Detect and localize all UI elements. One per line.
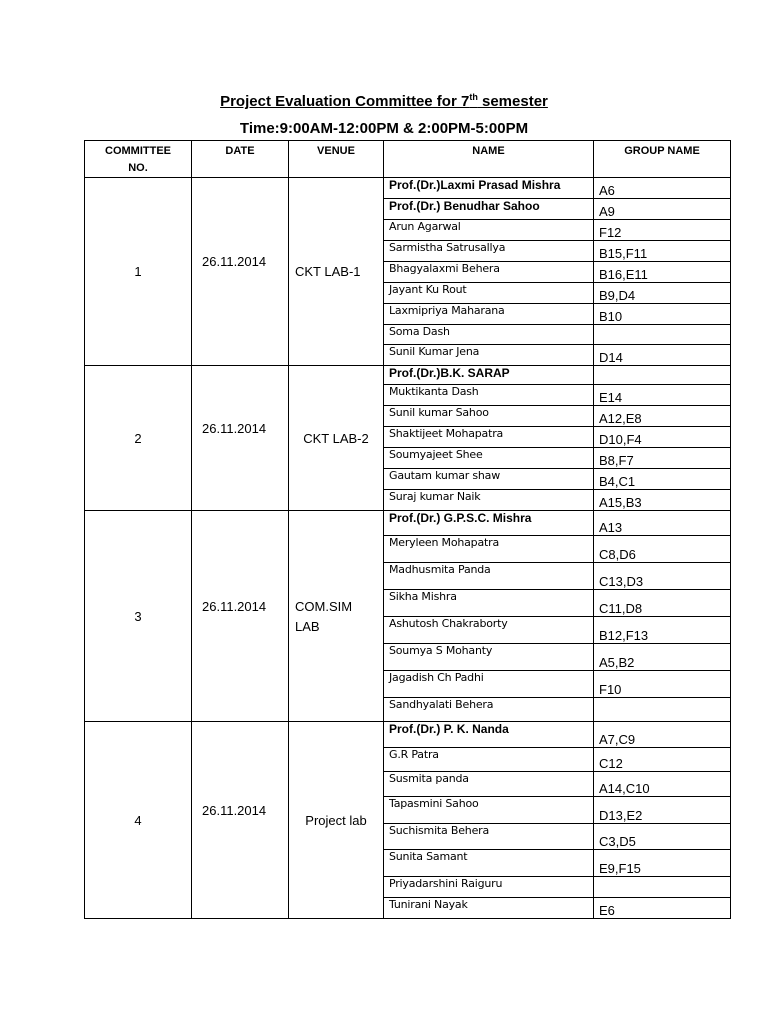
committee-date-text: 26.11.2014 [202, 254, 267, 269]
page-title [0, 92, 768, 110]
committee-date-text: 26.11.2014 [202, 802, 267, 818]
member-name: Sandhyalati Behera [384, 698, 594, 722]
header-group: GROUP NAME [594, 141, 731, 178]
member-group: F12 [594, 220, 731, 241]
member-group: B8,F7 [594, 448, 731, 469]
member-group: C8,D6 [594, 536, 731, 563]
committee-number: 3 [85, 511, 192, 722]
member-group: C12 [594, 748, 731, 772]
member-group: A6 [594, 178, 731, 199]
committee-number: 1 [85, 178, 192, 366]
member-name: Sarmistha Satrusallya [384, 241, 594, 262]
venue-line: CKT LAB-2 [303, 430, 369, 446]
committee-date-text: 26.11.2014 [202, 598, 267, 614]
member-group: A12,E8 [594, 406, 731, 427]
header-date: DATE [192, 141, 289, 178]
member-group: B10 [594, 304, 731, 325]
member-name: Prof.(Dr.) P. K. Nanda [384, 722, 594, 748]
member-name: Ashutosh Chakraborty [384, 617, 594, 644]
member-name: Prof.(Dr.) G.P.S.C. Mishra [384, 511, 594, 536]
member-name: Suraj kumar Naik [384, 490, 594, 511]
member-name: G.R Patra [384, 748, 594, 772]
member-name: Prof.(Dr.)Laxmi Prasad Mishra [384, 178, 594, 199]
member-group: D13,E2 [594, 797, 731, 824]
member-group: F10 [594, 671, 731, 698]
member-group: D10,F4 [594, 427, 731, 448]
committee-date [192, 178, 289, 366]
member-group: A7,C9 [594, 722, 731, 748]
member-name: Soma Dash [384, 325, 594, 345]
member-name: Jagadish Ch Padhi [384, 671, 594, 698]
member-group [594, 877, 731, 898]
committee-venue [289, 722, 384, 919]
member-name: Bhagyalaxmi Behera [384, 262, 594, 283]
member-name: Suchismita Behera [384, 824, 594, 850]
member-group [594, 366, 731, 385]
member-name: Arun Agarwal [384, 220, 594, 241]
member-name: Sunita Samant [384, 850, 594, 877]
venue-line: LAB [295, 618, 320, 634]
member-name: Meryleen Mohapatra [384, 536, 594, 563]
member-name: Soumyajeet Shee [384, 448, 594, 469]
member-group: B9,D4 [594, 283, 731, 304]
member-name: Sikha Mishra [384, 590, 594, 617]
table-row [85, 178, 731, 199]
member-group [594, 698, 731, 722]
member-group [594, 325, 731, 345]
member-name: Jayant Ku Rout [384, 283, 594, 304]
member-name: Laxmipriya Maharana [384, 304, 594, 325]
member-group: C13,D3 [594, 563, 731, 590]
committee-date [192, 722, 289, 919]
table-row [85, 511, 731, 536]
header-name: NAME [384, 141, 594, 178]
page-subtitle: Time:9:00AM-12:00PM & 2:00PM-5:00PM [239, 120, 529, 137]
member-group: E6 [594, 898, 731, 919]
member-name: Sunil kumar Sahoo [384, 406, 594, 427]
member-name: Soumya S Mohanty [384, 644, 594, 671]
table-row [85, 722, 731, 748]
title-end: semester [477, 93, 548, 110]
venue-line: Project lab [305, 812, 367, 828]
committee-date [192, 511, 289, 722]
member-group: A14,C10 [594, 772, 731, 797]
member-group: C11,D8 [594, 590, 731, 617]
member-name: Muktikanta Dash [384, 385, 594, 406]
member-name: Gautam kumar shaw [384, 469, 594, 490]
title-text: Project Evaluation Committee for 7 [220, 93, 470, 110]
venue-line: CKT LAB-1 [295, 264, 361, 279]
member-name: Priyadarshini Raiguru [384, 877, 594, 898]
member-group: B4,C1 [594, 469, 731, 490]
committee-venue [289, 511, 384, 722]
header-venue: VENUE [289, 141, 384, 178]
committee-venue [289, 178, 384, 366]
committee-number: 4 [85, 722, 192, 919]
title-superscript: th [469, 92, 478, 102]
table-row [85, 366, 731, 385]
member-group: A5,B2 [594, 644, 731, 671]
venue-line: COM.SIM [295, 598, 353, 614]
member-name: Susmita panda [384, 772, 594, 797]
committee-date [192, 366, 289, 511]
member-group: C3,D5 [594, 824, 731, 850]
table-header-row [85, 141, 731, 178]
committee-date-text: 26.11.2014 [202, 420, 267, 436]
member-name: Sunil Kumar Jena [384, 345, 594, 366]
member-name: Tapasmini Sahoo [384, 797, 594, 824]
member-name: Shaktijeet Mohapatra [384, 427, 594, 448]
member-name: Prof.(Dr.)B.K. SARAP [384, 366, 594, 385]
committee-number: 2 [85, 366, 192, 511]
member-name: Tunirani Nayak [384, 898, 594, 919]
member-group: B12,F13 [594, 617, 731, 644]
member-name: Madhusmita Panda [384, 563, 594, 590]
member-group: B15,F11 [594, 241, 731, 262]
member-group: A13 [594, 511, 731, 536]
header-committee: COMMITTEE NO. [85, 141, 192, 178]
member-group: D14 [594, 345, 731, 366]
member-group: A15,B3 [594, 490, 731, 511]
member-name: Prof.(Dr.) Benudhar Sahoo [384, 199, 594, 220]
member-group: E9,F15 [594, 850, 731, 877]
member-group: E14 [594, 385, 731, 406]
member-group: B16,E11 [594, 262, 731, 283]
evaluation-table [84, 140, 731, 919]
member-group: A9 [594, 199, 731, 220]
committee-venue [289, 366, 384, 511]
